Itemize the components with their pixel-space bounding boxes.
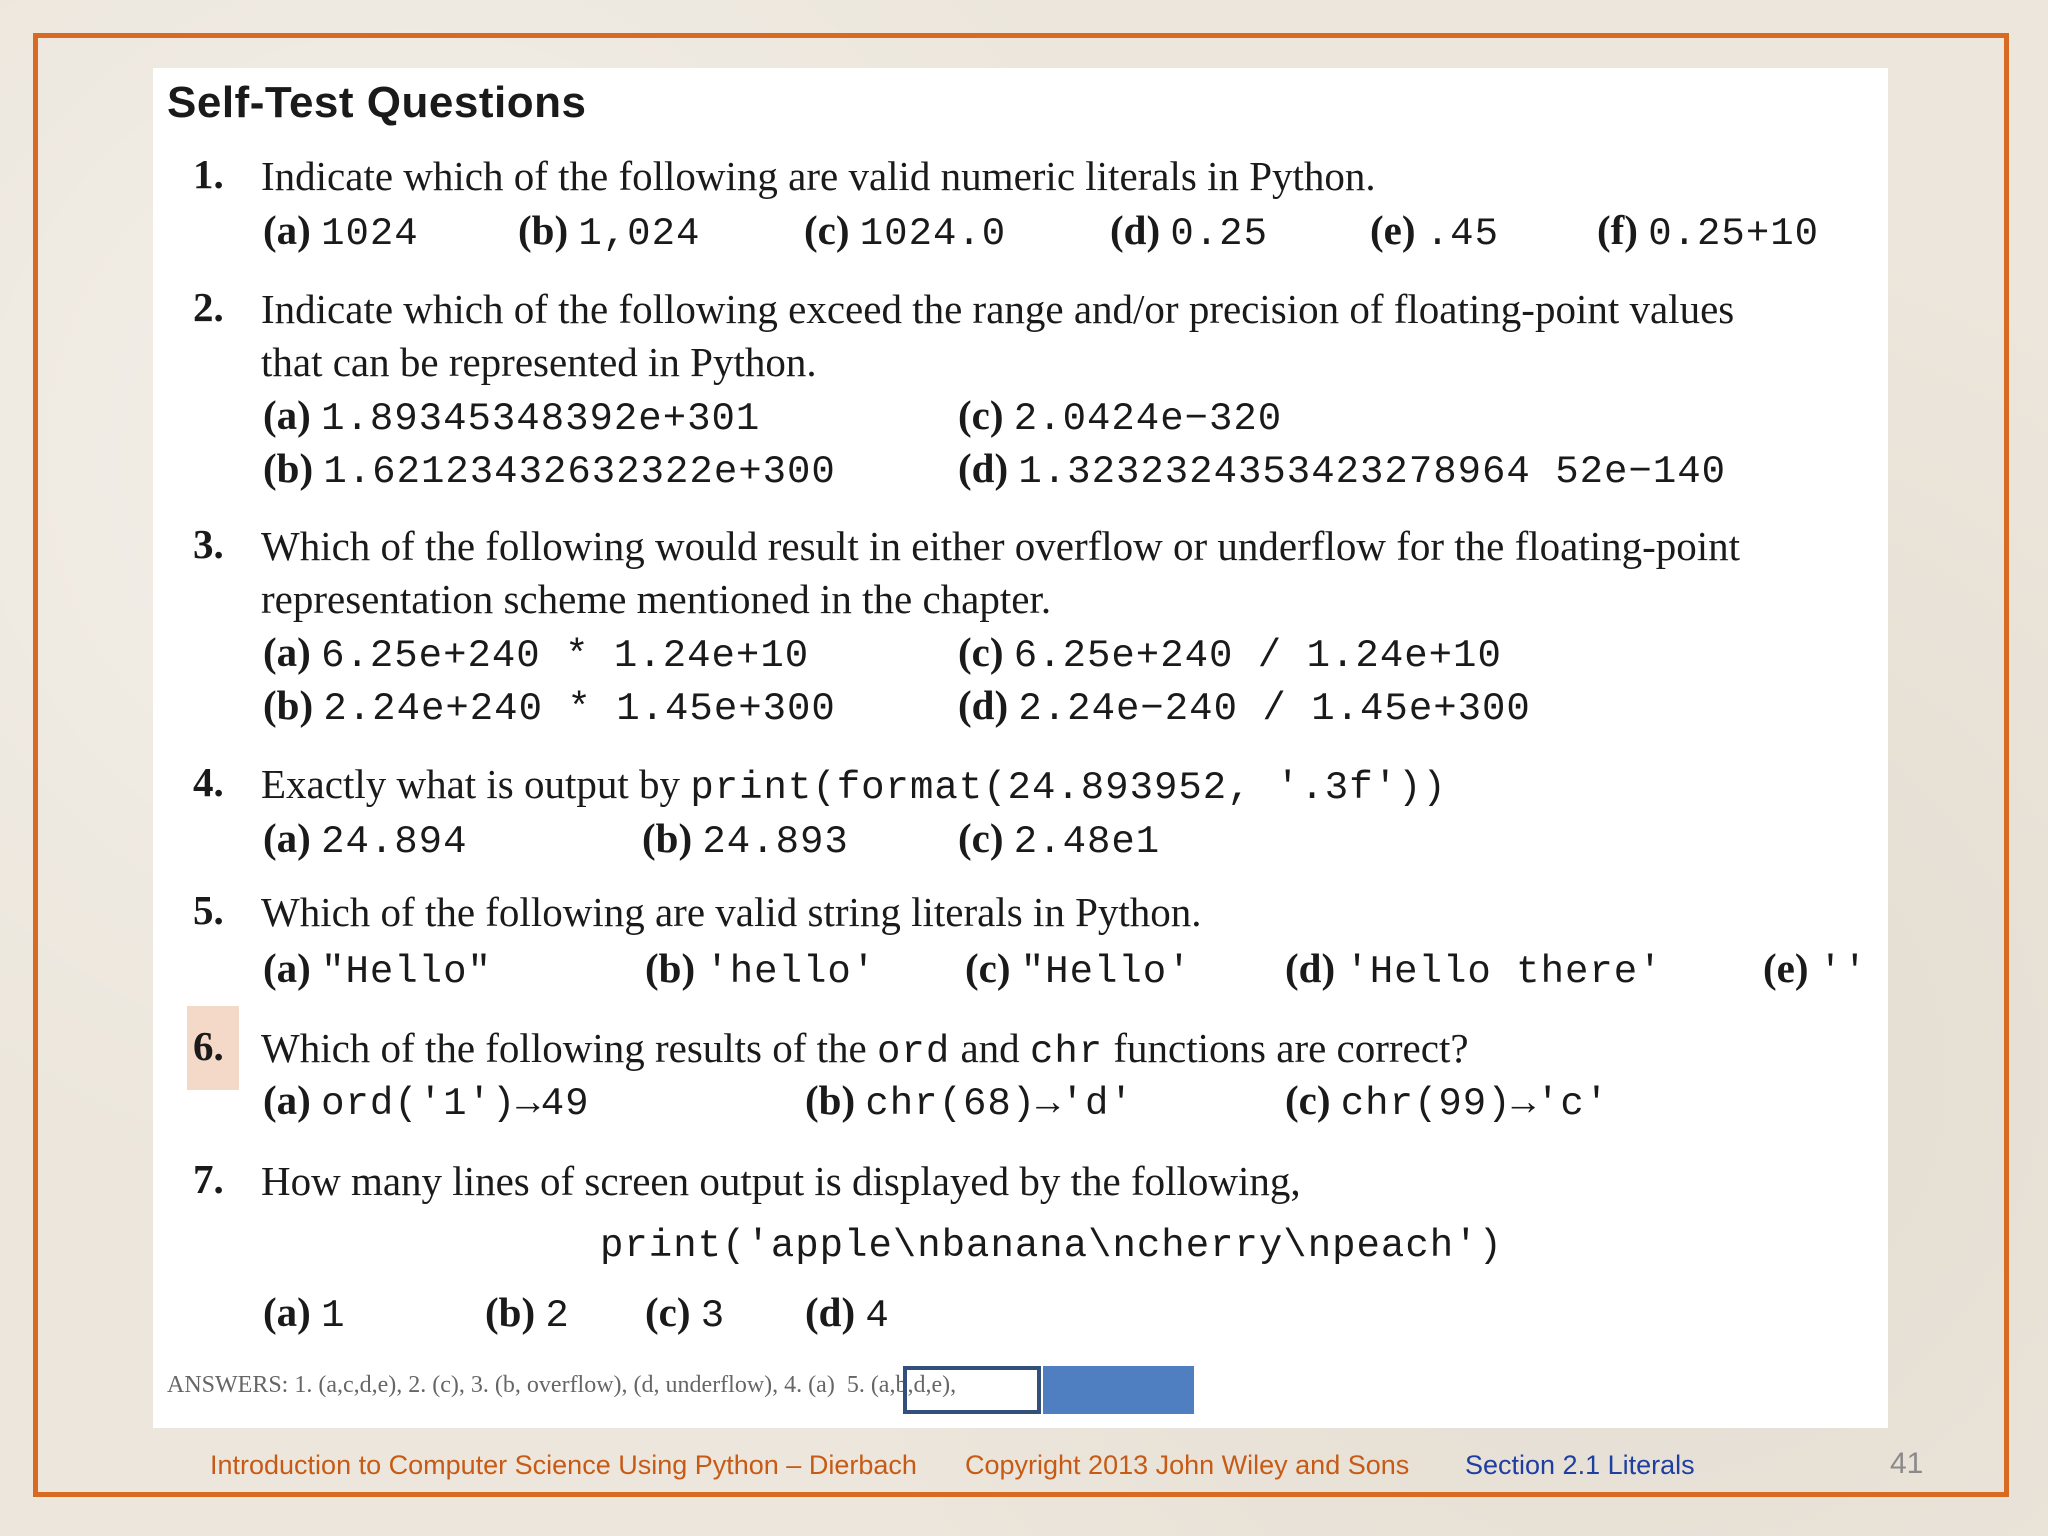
question-4-code: print(format(24.893952, '.3f')): [690, 766, 1447, 810]
question-1-option-a: (a) 1024: [263, 207, 419, 256]
question-5-number: 5.: [193, 887, 224, 933]
question-2-text-line1: Indicate which of the following exceed the range and/or precision of floating-point values: [261, 286, 1735, 332]
question-7-code: print('apple\nbanana\ncherry\npeach'): [600, 1224, 1503, 1268]
question-5-option-c: (c) "Hello': [965, 945, 1192, 994]
question-5-option-b: (b) 'hello': [645, 945, 877, 994]
question-4-option-b: (b) 24.893: [642, 815, 849, 864]
footer-section: Section 2.1 Literals: [1465, 1450, 1695, 1480]
question-4-number: 4.: [193, 759, 224, 805]
question-1-option-b: (b) 1,024: [518, 207, 701, 256]
page-title: Self-Test Questions: [167, 78, 587, 127]
question-6-option-a: (a) ord('1')→49: [263, 1077, 590, 1126]
question-5-text: Which of the following are valid string literals in Python.: [261, 889, 1202, 935]
page-number: 41: [1890, 1447, 1924, 1480]
question-7-option-b: (b) 2: [485, 1289, 570, 1338]
question-6-text: Which of the following results of the ord and chr functions are correct?: [261, 1025, 1469, 1074]
question-7-option-d: (d) 4: [805, 1289, 890, 1338]
question-4-text: Exactly what is output by print(format(24.893952, '.3f')): [261, 761, 1447, 810]
question-5-option-e: (e) '': [1763, 945, 1868, 994]
question-3-option-d: (d) 2.24e−240 / 1.45e+300: [958, 682, 1531, 731]
answers-prefix: ANSWERS: 1. (a,c,d,e), 2. (c), 3. (b, overflow), (d, underflow), 4. (a): [167, 1372, 835, 1398]
question-4-option-a: (a) 24.894: [263, 815, 468, 864]
answer-cover-block[interactable]: [1043, 1366, 1194, 1414]
question-4-option-c: (c) 2.48e1: [958, 815, 1161, 864]
answers-boxed: 5. (a,b,d,e),: [846, 1372, 957, 1398]
question-3-text-line1: Which of the following would result in either overflow or underflow for the floating-point: [261, 523, 1741, 569]
question-7-option-c: (c) 3: [645, 1289, 726, 1338]
question-1-option-c: (c) 1024.0: [804, 207, 1007, 256]
question-5-option-a: (a) "Hello": [263, 945, 492, 994]
question-3-option-b: (b) 2.24e+240 * 1.45e+300: [263, 682, 836, 731]
question-3-text-line2: representation scheme mentioned in the chapter.: [261, 576, 1052, 622]
question-6-number: 6.: [193, 1023, 224, 1069]
question-1-option-e: (e) .45: [1370, 207, 1499, 256]
question-2-option-d: (d) 1.3232324353423278964 52e−140: [958, 445, 1727, 494]
question-2-option-b: (b) 1.62123432632322e+300: [263, 445, 836, 494]
answer-highlight-box: [903, 1366, 1041, 1414]
question-6-option-c: (c) chr(99)→'c': [1285, 1077, 1610, 1126]
question-1-option-f: (f) 0.25+10: [1597, 207, 1820, 256]
question-1-text: Indicate which of the following are valid numeric literals in Python.: [261, 153, 1376, 199]
question-2-option-c: (c) 2.0424e−320: [958, 392, 1283, 441]
question-7-text: How many lines of screen output is displayed by the following,: [261, 1158, 1301, 1204]
question-7-option-a: (a) 1: [263, 1289, 346, 1338]
question-2-option-a: (a) 1.89345348392e+301: [263, 392, 761, 441]
question-3-option-a: (a) 6.25e+240 * 1.24e+10: [263, 629, 810, 678]
question-3-option-c: (c) 6.25e+240 / 1.24e+10: [958, 629, 1502, 678]
question-5-option-d: (d) 'Hello there': [1285, 945, 1663, 994]
footer-copyright: Copyright 2013 John Wiley and Sons: [965, 1450, 1410, 1480]
question-2-text-line2: that can be represented in Python.: [261, 339, 817, 385]
question-6-option-b: (b) chr(68)→'d': [805, 1077, 1134, 1126]
question-3-number: 3.: [193, 521, 224, 567]
question-2-number: 2.: [193, 284, 224, 330]
question-7-number: 7.: [193, 1156, 224, 1202]
question-1-number: 1.: [193, 151, 224, 197]
answers-line: [167, 1372, 956, 1399]
footer-book-title: Introduction to Computer Science Using Python – Dierbach: [210, 1450, 917, 1480]
question-1-option-d: (d) 0.25: [1110, 207, 1268, 256]
